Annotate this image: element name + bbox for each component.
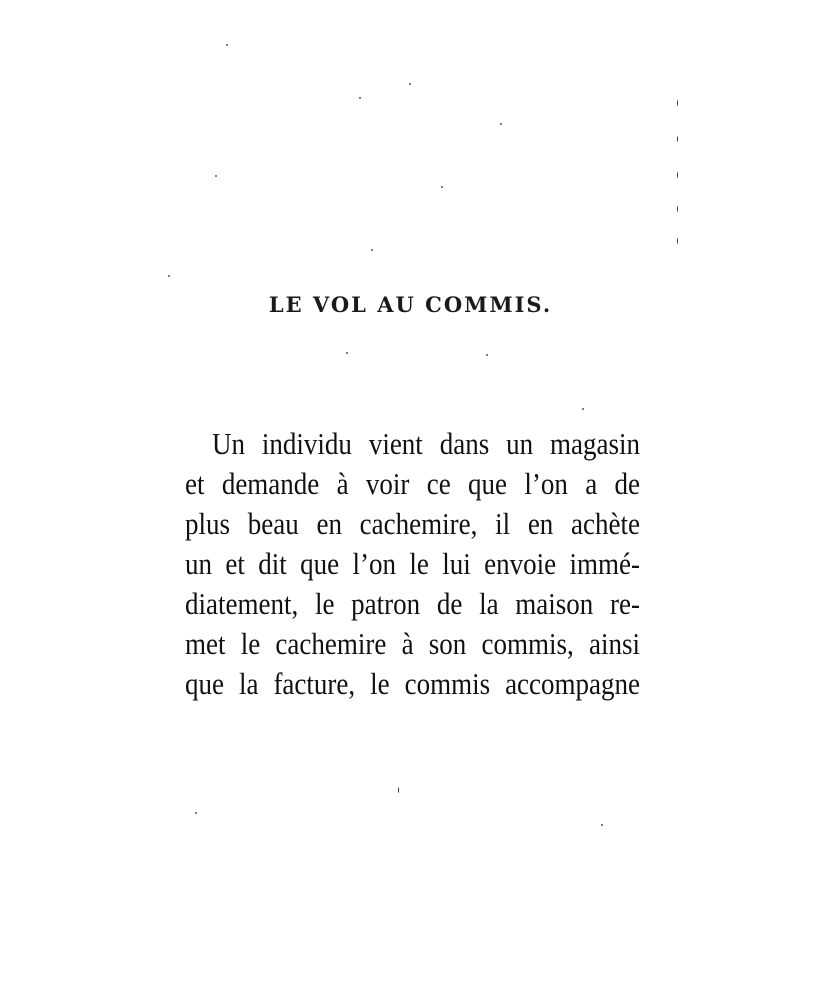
body-paragraph xyxy=(185,424,640,704)
scan-speck xyxy=(677,100,678,106)
chapter-title xyxy=(0,292,825,317)
scan-speck xyxy=(677,206,678,212)
text-line: Un individu vient dans un magasin xyxy=(212,427,640,461)
scan-speck xyxy=(409,83,411,85)
text-line: un et dit que l’on le lui envoie immé- xyxy=(185,547,640,581)
text-line: met le cachemire à son commis, ainsi xyxy=(185,627,640,661)
scan-speck xyxy=(677,136,678,142)
text-line: diatement, le patron de la maison re- xyxy=(185,587,640,621)
scan-speck xyxy=(346,352,348,354)
text-line: et demande à voir ce que l’on a de xyxy=(185,467,640,501)
scan-speck xyxy=(582,408,584,410)
text-line: plus beau en cachemire, il en achète xyxy=(185,507,640,541)
scan-speck xyxy=(677,238,678,244)
scan-speck xyxy=(371,249,373,251)
scan-speck xyxy=(168,275,170,277)
scan-speck xyxy=(359,97,361,99)
scan-speck xyxy=(601,824,603,826)
scan-speck xyxy=(500,123,502,125)
scan-speck xyxy=(677,172,678,178)
scan-speck xyxy=(486,354,488,356)
scan-speck xyxy=(215,175,217,177)
scan-speck xyxy=(441,186,443,188)
scan-speck xyxy=(398,787,399,793)
chapter-title-text: LE VOL AU COMMIS. xyxy=(268,292,553,317)
text-line: que la facture, le commis accompagne xyxy=(185,667,640,701)
scan-speck xyxy=(195,812,197,814)
scan-speck xyxy=(226,44,228,46)
